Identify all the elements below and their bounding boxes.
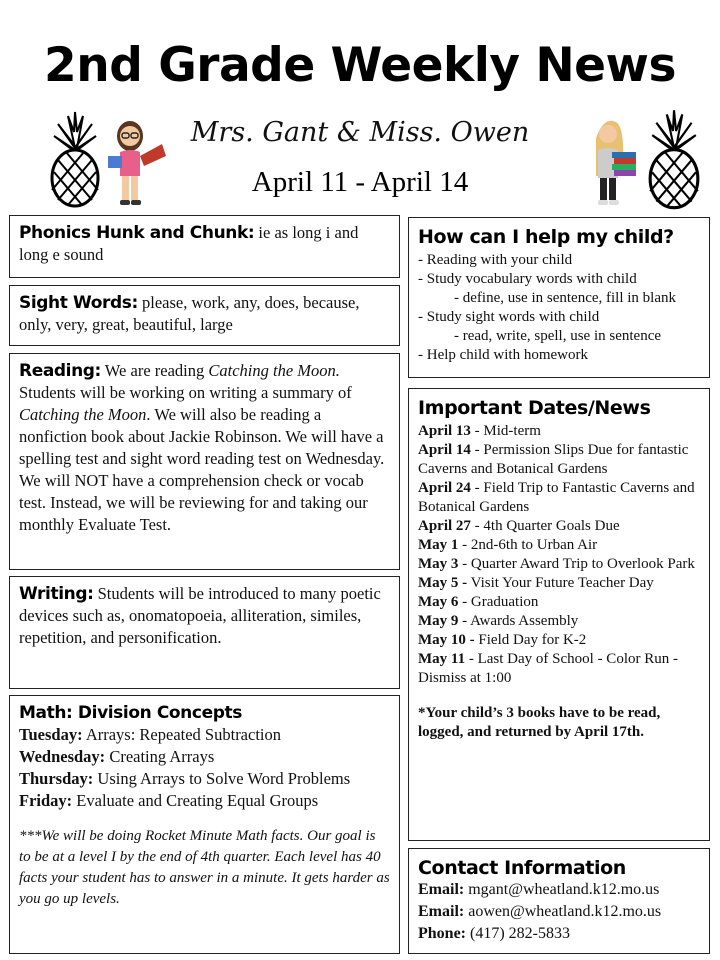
phonics-section: [9, 215, 400, 278]
writing-text: Students will be introduced to many poetic devices such as, onomatopoeia, alliteration, similes, repetition, and personification.: [19, 584, 381, 647]
pineapple-icon: [646, 108, 702, 210]
pineapple-icon: [48, 110, 102, 208]
sight-words-heading: Sight Words:: [19, 293, 138, 313]
math-note: ***We will be doing Rocket Minute Math facts. Our goal is to be at a level I by the end of 4th quarter. Each level has 40 facts your student has to answer in a minute. It gets harder as you go up levels.: [19, 828, 390, 907]
sight-words-text: please, work, any, does, because, only, very, great, beautiful, large: [19, 293, 360, 334]
date-item: April 14 - Permission Slips Due for fantastic Caverns and Botanical Gardens: [418, 442, 689, 477]
contact-row: Email: aowen@wheatland.k12.mo.us: [418, 903, 662, 920]
contact-row: Phone: (417) 282-5833: [418, 925, 570, 942]
writing-heading: Writing:: [19, 584, 94, 604]
help-subitem: - read, write, spell, use in sentence: [454, 328, 662, 344]
reading-heading: Reading:: [19, 361, 101, 381]
phonics-heading: Phonics Hunk and Chunk:: [19, 223, 255, 243]
date-item: May 10 - Field Day for K-2: [418, 632, 587, 648]
date-item: May 6 - Graduation: [418, 594, 539, 610]
important-dates-heading: Important Dates/News: [418, 397, 651, 419]
date-item: May 11 - Last Day of School - Color Run - Dismiss at 1:00: [418, 651, 678, 686]
date-item: May 1 - 2nd-6th to Urban Air: [418, 537, 598, 553]
sight-words-section: [9, 285, 400, 346]
reading-text-3: . We will also be reading a nonfiction book about Jackie Robinson. We will have a spelling test and sight word reading test on Wednesday. We will NOT have a comprehension check or vocab test. Instead, we will be reviewing for and taking our monthly Evaluate Test.: [19, 405, 385, 534]
reading-text-1: We are reading: [104, 361, 205, 380]
teacher-names: Mrs. Gant & Miss. Owen: [190, 117, 530, 148]
reading-text-2: Students will be working on writing a summary of: [19, 383, 352, 402]
week-dates: April 11 - April 14: [251, 166, 469, 198]
books-note: *Your child’s 3 books have to be read, logged, and returned by April 17th.: [418, 705, 661, 740]
newsletter-title: 2nd Grade Weekly News: [44, 38, 676, 93]
teacher-bitmoji-with-books-icon: [586, 116, 642, 208]
reading-book-title-2: Catching the Moon: [19, 405, 147, 424]
help-item: - Reading with your child: [418, 252, 573, 268]
contact-heading: Contact Information: [418, 857, 626, 879]
phonics-text: ie as long i and long e sound: [19, 223, 359, 264]
reading-book-title: Catching the Moon.: [208, 361, 340, 380]
help-section: [408, 217, 710, 378]
contact-row: Email: mgant@wheatland.k12.mo.us: [418, 881, 660, 898]
help-item: - Study vocabulary words with child: [418, 271, 637, 287]
date-item: April 27 - 4th Quarter Goals Due: [418, 518, 620, 534]
math-heading: Math: Division Concepts: [19, 703, 242, 723]
date-item: April 24 - Field Trip to Fantastic Caverns and Botanical Gardens: [418, 480, 695, 515]
math-section: [9, 695, 400, 954]
email-link[interactable]: mgant@wheatland.k12.mo.us: [468, 881, 660, 898]
math-row: Friday: Evaluate and Creating Equal Groups: [19, 791, 319, 810]
math-row: Wednesday: Creating Arrays: [19, 747, 215, 766]
contact-section: [408, 848, 710, 954]
email-link[interactable]: aowen@wheatland.k12.mo.us: [468, 903, 662, 920]
math-row: Tuesday: Arrays: Repeated Subtraction: [19, 725, 282, 744]
date-item: May 3 - Quarter Award Trip to Overlook Park: [418, 556, 695, 572]
help-subitem: - define, use in sentence, fill in blank: [454, 290, 677, 306]
reading-section: [9, 353, 400, 570]
date-item: May 9 - Awards Assembly: [418, 613, 579, 629]
important-dates-section: [408, 388, 710, 841]
writing-section: [9, 576, 400, 689]
date-item: May 5 - Visit Your Future Teacher Day: [418, 575, 654, 591]
help-item: - Help child with homework: [418, 347, 588, 363]
phone-number: (417) 282-5833: [470, 925, 570, 942]
help-item: - Study sight words with child: [418, 309, 600, 325]
date-item: April 13 - Mid-term: [418, 423, 541, 439]
teacher-bitmoji-icon: [106, 116, 168, 208]
math-row: Thursday: Using Arrays to Solve Word Problems: [19, 769, 351, 788]
help-heading: How can I help my child?: [418, 226, 674, 248]
